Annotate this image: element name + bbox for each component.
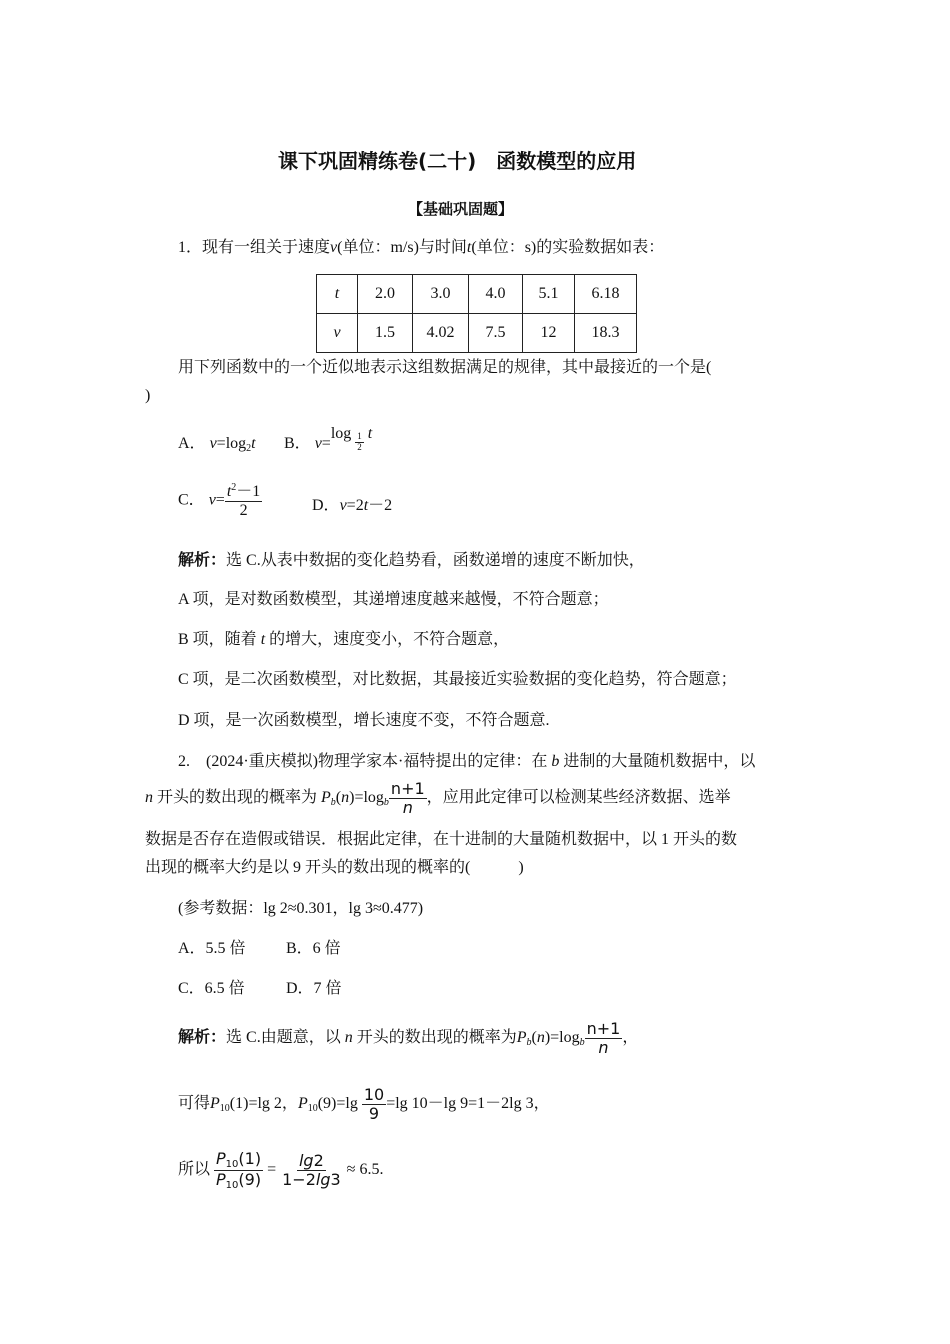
- table-cell: 2.0: [358, 275, 413, 314]
- q1-option-d: D．v=2t－2: [312, 497, 393, 514]
- q2-option-d: D．7 倍: [286, 980, 342, 997]
- table-cell: 5.1: [523, 275, 575, 314]
- q1-option-a: A． $v=\log_2t$: [178, 435, 256, 454]
- option-c-fraction: $\frac{t^2-1}{2}$: [226, 482, 261, 519]
- q2-solution-line-2: 可得$P_{10}(1)=\lg$ 2，$P_{10}(9)=\lg$ $\frac{10}{9}$ =lg 10－lg 9=1－2lg 3，: [178, 1085, 550, 1123]
- q1-option-b: B． v=log $\frac{1}{2}$ t: [284, 425, 373, 453]
- q2-fraction: $\frac{n+1}{n}$: [390, 779, 425, 817]
- q2-option-a: A．5.5 倍: [178, 940, 246, 957]
- data-table: [316, 274, 637, 353]
- table-cell: v: [317, 314, 358, 353]
- table-row: [317, 314, 637, 353]
- q2-option-c: C．6.5 倍: [178, 980, 245, 997]
- q2-line-2: n 开头的数出现的概率为 $P_b(n)=\log_b$ $\frac{n+1}{n}$ ，应用此定律可以检测某些经济数据、选举: [145, 779, 731, 817]
- table-row: [317, 275, 637, 314]
- q1-solution-line-3: B 项，随着 t 的增大，速度变小，不符合题意，: [178, 631, 510, 648]
- q1-solution-line-4: C 项，是二次函数模型，对比数据，其最接近实验数据的变化趋势，符合题意；: [178, 671, 737, 688]
- lg-fraction: $\frac{10}{9}$: [363, 1085, 385, 1123]
- table-cell: 12: [523, 314, 575, 353]
- q1-option-c: C． v= $\frac{t^2-1}{2}$: [178, 482, 261, 519]
- page-title: 课下巩固精练卷(二十) 函数模型的应用: [278, 149, 637, 173]
- table-cell: 7.5: [469, 314, 523, 353]
- q1-solution-line-1: 解析：选 C.从表中数据的变化趋势看，函数递增的速度不断加快，: [178, 550, 645, 569]
- q1-solution-line-5: D 项，是一次函数模型，增长速度不变，不符合题意.: [178, 712, 550, 729]
- table-cell: 3.0: [413, 275, 469, 314]
- q2-option-b: B．6 倍: [286, 940, 341, 957]
- q1-solution-line-2: A 项，是对数函数模型，其递增速度越来越慢，不符合题意；: [178, 591, 609, 608]
- q2-solution-line-1: 解析：选 C.由题意，以 n 开头的数出现的概率为$P_b(n)=\log_b$ $\frac{n+1}{n}$ ，: [178, 1019, 639, 1057]
- ratio-fraction: $\frac{P_{10}(1)}{P_{10}(9)}$: [216, 1149, 262, 1191]
- q2-solution-line-3: 所以 $\frac{P_{10}(1)}{P_{10}(9)}$ = $\frac{\lg 2}{1-2\lg 3}$ ≈ 6.5.: [178, 1149, 384, 1191]
- table-cell: 4.02: [413, 314, 469, 353]
- table-cell: 6.18: [575, 275, 637, 314]
- section-heading: 【基础巩固题】: [408, 200, 514, 218]
- q1-stem-2-end: ): [145, 387, 151, 404]
- q1-stem-2: 用下列函数中的一个近似地表示这组数据满足的规律，其中最接近的一个是(: [178, 359, 712, 376]
- table-cell: 1.5: [358, 314, 413, 353]
- result-fraction: $\frac{\lg 2}{1-2\lg 3}$: [282, 1151, 341, 1189]
- q1-stem: 1．现有一组关于速度v(单位：m/s)与时间t(单位：s)的实验数据如表：: [178, 239, 665, 256]
- q2-line-4: 出现的概率大约是以 9 开头的数出现的概率的( ): [145, 859, 524, 876]
- q2-line-1: 2. (2024·重庆模拟)物理学家本·福特提出的定律：在 b 进制的大量随机数据中，以: [178, 753, 756, 770]
- table-cell: t: [317, 275, 358, 314]
- q2-reference-data: (参考数据：lg 2≈0.301，lg 3≈0.477): [178, 900, 424, 917]
- table-cell: 4.0: [469, 275, 523, 314]
- table-cell: 18.3: [575, 314, 637, 353]
- q2-line-3: 数据是否存在造假或错误．根据此定律，在十进制的大量随机数据中，以 1 开头的数: [145, 831, 738, 848]
